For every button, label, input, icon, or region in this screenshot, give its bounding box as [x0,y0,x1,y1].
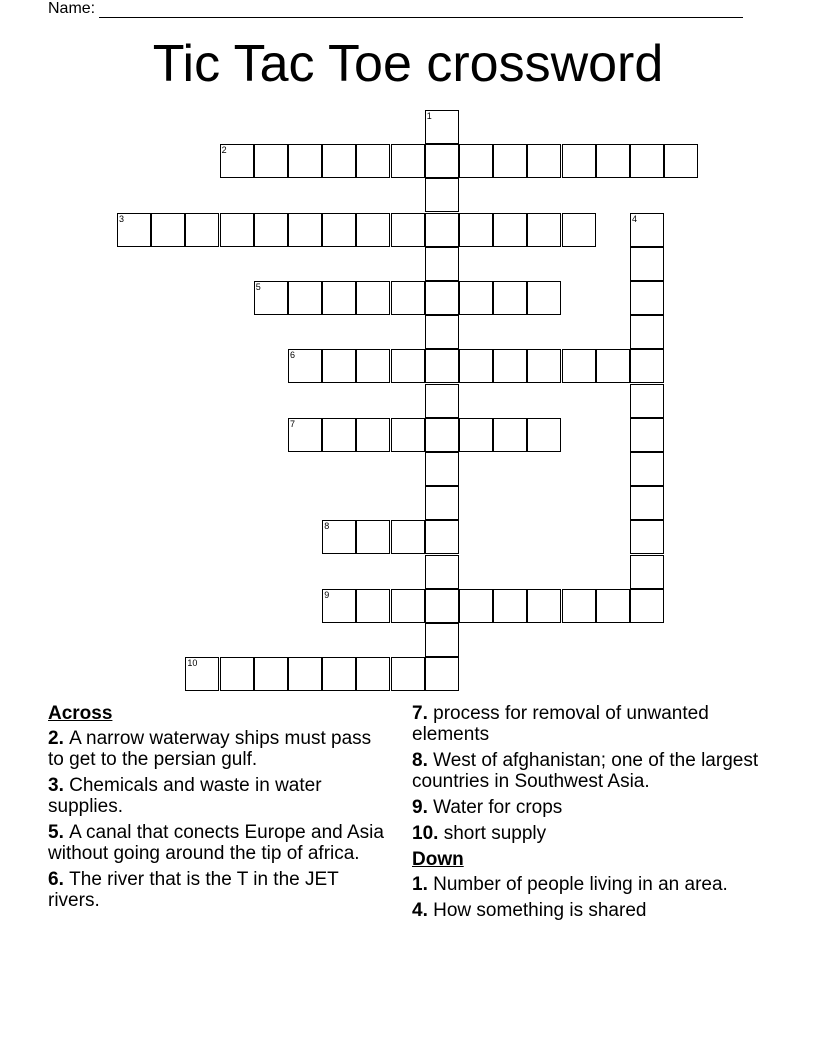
crossword-cell[interactable] [459,281,493,315]
crossword-cell[interactable] [527,144,561,178]
crossword-cell[interactable] [630,281,664,315]
crossword-cell[interactable] [425,144,459,178]
crossword-cell[interactable] [630,349,664,383]
crossword-cell[interactable] [630,247,664,281]
crossword-cell[interactable] [459,349,493,383]
clue-text: West of afghanistan; one of the largest countries in Southwest Asia. [412,750,759,792]
crossword-cell[interactable] [630,452,664,486]
crossword-cell[interactable] [322,213,356,247]
crossword-cell[interactable] [185,657,219,691]
crossword-cell[interactable] [254,281,288,315]
cell-number: 6 [290,350,296,361]
cell-number: 4 [632,213,638,224]
crossword-cell[interactable] [288,418,322,452]
crossword-cell[interactable] [391,213,425,247]
crossword-cell[interactable] [630,213,664,247]
crossword-cell[interactable] [527,349,561,383]
crossword-cell[interactable] [562,349,596,383]
cell-number: 10 [187,658,198,669]
crossword-cell[interactable] [288,349,322,383]
crossword-cell[interactable] [220,213,254,247]
crossword-cell[interactable] [288,281,322,315]
across-heading: Across [48,703,113,724]
crossword-cell[interactable] [425,520,459,554]
crossword-cell[interactable] [391,520,425,554]
crossword-cell[interactable] [425,178,459,212]
crossword-cell[interactable] [322,589,356,623]
clue-number: 1. [412,874,428,895]
clue-number: 4. [412,900,428,921]
clue-number: 6. [48,869,64,890]
crossword-cell[interactable] [356,657,390,691]
clue-across [412,797,772,818]
crossword-cell[interactable] [425,281,459,315]
crossword-cell[interactable] [288,657,322,691]
clue-text: A narrow waterway ships must pass to get to the persian gulf. [48,728,372,770]
clues-column-left [48,703,384,916]
crossword-cell[interactable] [630,555,664,589]
crossword-cell[interactable] [493,281,527,315]
clue-number: 5. [48,822,64,843]
crossword-cell[interactable] [459,418,493,452]
clues-column-right [412,703,772,926]
crossword-cell[interactable] [220,657,254,691]
crossword-cell[interactable] [527,281,561,315]
crossword-cell[interactable] [630,520,664,554]
crossword-cell[interactable] [630,486,664,520]
crossword-cell[interactable] [596,349,630,383]
clue-number: 7. [412,703,428,724]
crossword-cell[interactable] [425,589,459,623]
cell-number: 9 [324,589,330,600]
clue-across [48,728,384,770]
crossword-cell[interactable] [322,144,356,178]
crossword-cell[interactable] [630,144,664,178]
clue-number: 9. [412,797,428,818]
crossword-cell[interactable] [356,418,390,452]
name-label: Name: [48,0,96,17]
crossword-cell[interactable] [425,349,459,383]
crossword-cell[interactable] [562,144,596,178]
crossword-cell[interactable] [391,418,425,452]
crossword-cell[interactable] [425,247,459,281]
clue-down [412,874,772,895]
crossword-cell[interactable] [562,589,596,623]
crossword-cell[interactable] [254,657,288,691]
clue-text: Number of people living in an area. [433,874,728,895]
crossword-cell[interactable] [322,349,356,383]
crossword-cell[interactable] [527,418,561,452]
clue-across [48,869,384,911]
crossword-cell[interactable] [356,213,390,247]
clue-text: A canal that conects Europe and Asia without going around the tip of africa. [48,822,384,864]
clue-number: 10. [412,823,439,844]
crossword-cell[interactable] [493,144,527,178]
clue-text: Water for crops [433,797,563,818]
crossword-cell[interactable] [493,589,527,623]
clue-number: 3. [48,775,64,796]
crossword-cell[interactable] [459,589,493,623]
cell-number: 1 [426,111,432,121]
crossword-cell[interactable] [527,589,561,623]
crossword-cell[interactable] [356,520,390,554]
crossword-cell[interactable] [288,213,322,247]
crossword-cell[interactable] [391,349,425,383]
crossword-cell[interactable] [151,213,185,247]
crossword-cell[interactable] [425,657,459,691]
cell-number: 7 [290,418,296,429]
crossword-cell[interactable] [630,384,664,418]
crossword-cell[interactable] [254,213,288,247]
cell-number: 5 [255,282,261,292]
crossword-cell[interactable] [356,281,390,315]
crossword-cell[interactable] [254,144,288,178]
crossword-cell[interactable] [117,213,151,247]
crossword-cell[interactable] [493,213,527,247]
crossword-cell[interactable] [391,281,425,315]
cell-number: 2 [221,145,227,156]
crossword-cell[interactable] [322,418,356,452]
crossword-cell[interactable] [322,520,356,554]
crossword-cell[interactable] [391,589,425,623]
crossword-cell[interactable] [459,144,493,178]
crossword-cell[interactable] [527,213,561,247]
crossword-cell[interactable] [425,555,459,589]
crossword-cell[interactable] [425,452,459,486]
crossword-cell[interactable] [391,657,425,691]
crossword-cell[interactable] [356,349,390,383]
clue-text: Chemicals and waste in water supplies. [48,775,322,817]
cell-number: 8 [324,521,330,532]
clue-number: 8. [412,750,428,771]
crossword-cell[interactable] [322,657,356,691]
crossword-cell[interactable] [425,110,459,144]
crossword-cell[interactable] [630,418,664,452]
clue-text: How something is shared [433,900,647,921]
crossword-cell[interactable] [288,144,322,178]
crossword-cell[interactable] [322,281,356,315]
crossword-cell[interactable] [493,349,527,383]
crossword-cell[interactable] [391,144,425,178]
crossword-cell[interactable] [596,589,630,623]
clue-across [412,750,772,792]
crossword-cell[interactable] [425,213,459,247]
crossword-cell[interactable] [596,144,630,178]
crossword-cell[interactable] [459,213,493,247]
clue-text: The river that is the T in the JET rivers. [48,869,339,911]
crossword-cell[interactable] [425,384,459,418]
clue-across [412,823,772,844]
clue-text: process for removal of unwanted elements [412,703,709,745]
crossword-cell[interactable] [630,315,664,349]
crossword-cell[interactable] [425,315,459,349]
crossword-cell[interactable] [630,589,664,623]
down-heading: Down [412,849,464,870]
clue-across [412,703,772,745]
cell-number: 3 [119,213,125,224]
crossword-cell[interactable] [425,623,459,657]
clue-number: 2. [48,728,64,749]
crossword-cell[interactable] [356,589,390,623]
crossword-cell[interactable] [425,418,459,452]
crossword-cell[interactable] [493,418,527,452]
crossword-cell[interactable] [356,144,390,178]
crossword-cell[interactable] [185,213,219,247]
crossword-cell[interactable] [425,486,459,520]
crossword-cell[interactable] [664,144,698,178]
clue-down [412,900,772,921]
crossword-cell[interactable] [562,213,596,247]
clue-text: short supply [443,823,547,844]
clue-across [48,775,384,817]
page-title: Tic Tac Toe crossword [152,35,664,93]
clue-across [48,822,384,864]
crossword-cell[interactable] [220,144,254,178]
